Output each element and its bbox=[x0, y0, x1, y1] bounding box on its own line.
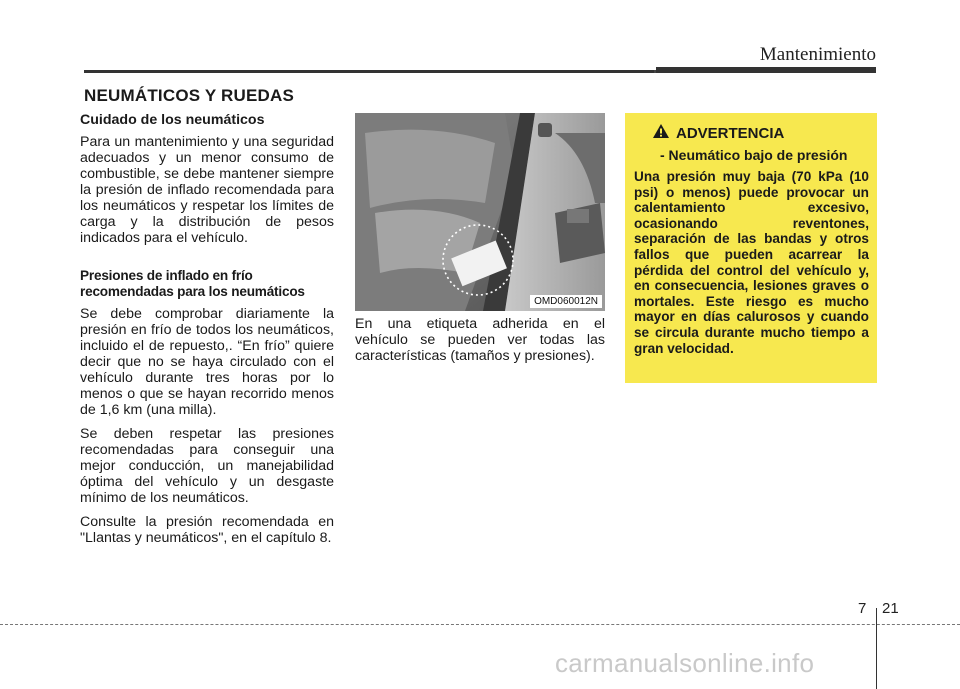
header-rule-accent bbox=[656, 67, 876, 73]
footer-rule bbox=[0, 624, 960, 625]
paragraph-tire-care: Para un mantenimiento y una seguridad adecuados y un menor consumo de combustible, se debe mantener siempre la presión de inflado recomendada para los neumáticos y respetar los límites de carga y la distribución de pesos indicados para el vehículo. bbox=[80, 134, 334, 246]
middle-column bbox=[355, 316, 605, 364]
paragraph-consult: Consulte la presión recomendada en "Llantas y neumáticos", en el capítulo 8. bbox=[80, 514, 334, 546]
tire-label-photo bbox=[355, 113, 605, 311]
heading-cold-pressure-line1: Presiones de inflado en frío bbox=[80, 268, 253, 283]
warning-title: ADVERTENCIA bbox=[676, 125, 785, 142]
warning-body: Una presión muy baja (70 kPa (10 psi) o menos) puede provocar un calentamiento excesivo, ocasionando reventones, separación de las bandas y otros fallos que pueden acarrear la pérdida del control del vehículo y, en consecuencia, lesiones graves o mortales. Este riesgo es mucho mayor en días calurosos y cuando se circula durante mucho tiempo a gran velocidad. bbox=[634, 169, 869, 356]
heading-cold-pressure bbox=[80, 268, 334, 300]
door-pillar-illustration bbox=[355, 113, 605, 311]
warning-box bbox=[625, 113, 877, 383]
figure-caption: OMD060012N bbox=[530, 295, 602, 308]
warning-header bbox=[652, 123, 869, 144]
paragraph-respect-pressure: Se deben respetar las presiones recomendadas para conseguir una mejor conducción, un manejabilidad óptima del vehículo y un desgaste mínimo de los neumáticos. bbox=[80, 426, 334, 506]
paragraph-check-pressure: Se debe comprobar diariamente la presión en frío de todos los neumáticos, incluido el de repuesto,. “En frío” quiere decir que no se haya circulado con el vehículo durante tres horas por lo menos o que se hayan recorrido menos de 1,6 km (una milla). bbox=[80, 306, 334, 418]
watermark: carmanualsonline.info bbox=[555, 648, 815, 678]
heading-tire-care: Cuidado de los neumáticos bbox=[80, 112, 265, 128]
left-column bbox=[80, 112, 334, 554]
running-header-title: Mantenimiento bbox=[759, 44, 876, 65]
warning-subtitle: - Neumático bajo de presión bbox=[660, 147, 848, 163]
section-title: NEUMÁTICOS Y RUEDAS bbox=[84, 86, 295, 105]
paragraph-label-location: En una etiqueta adherida en el vehículo se pueden ver todas las características (tamaños y presiones). bbox=[355, 316, 605, 364]
footer-divider bbox=[876, 608, 877, 689]
warning-triangle-icon bbox=[652, 123, 670, 144]
heading-cold-pressure-line2: recomendadas para los neumáticos bbox=[80, 284, 305, 299]
chapter-number: 7 bbox=[858, 600, 867, 617]
page-number: 21 bbox=[882, 600, 899, 617]
